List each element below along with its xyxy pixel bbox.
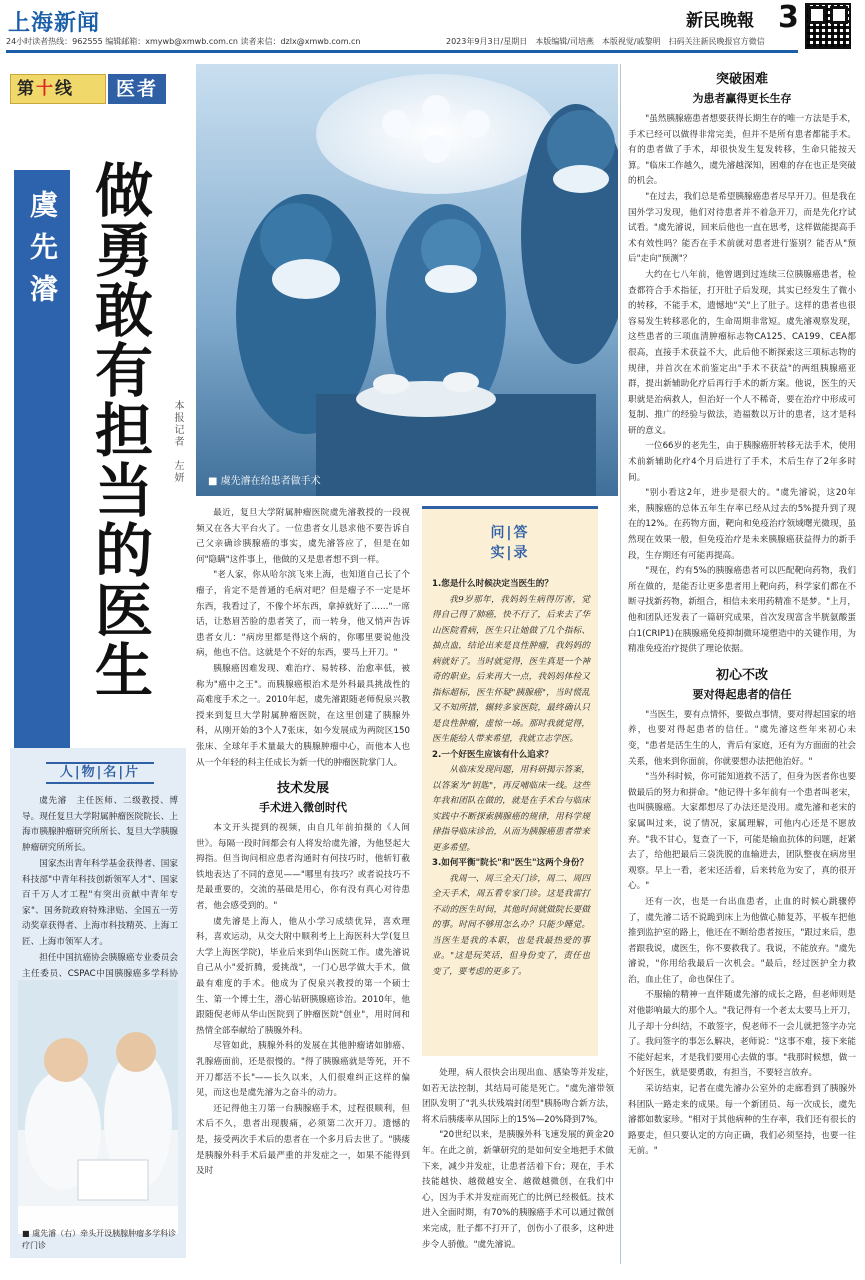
article-paragraph: 采访结束，记者在虞先濬办公室外的走廊看到了胰腺外科团队一路走来的成果。每一个新团员、每一次成长，虞先濬都如数家珍。"相对于其他病种的生存率，我们还有很长的路要走，但只要认定的方向正确，我们必须坚持，也要一往无前。" bbox=[628, 1084, 856, 1157]
profile-paragraph: 虞先濬 主任医师、二级教授、博导。现任复旦大学附属肿瘤医院院长、上海市胰腺肿瘤研究所所长、复旦大学胰腺肿瘤研究所所长。 bbox=[22, 796, 178, 853]
article-column-1 bbox=[196, 506, 410, 1180]
article-paragraph: 虞先濬是上海人，他从小学习成绩优异，喜欢理科，喜欢运动，从交大附中顺利考上上海医科大学(复旦大学上海医学院)，毕业后来到华山医院工作。虞先濬说自己从小"爱折腾，爱挑战"，一门心思学做大手术，做最有难度的手术。他成为了倪泉兴教授的第一个硕士生、第一个博士生，潜心钻研胰腺癌诊治。2010年，他跟随倪老师从华山医院到了肿瘤医院"创业"，用时间和热情全部奉献给了胰腺外科。 bbox=[196, 916, 410, 1036]
clinic-photo-caption: ■ 虞先濬（右）牵头开设胰腺肿瘤多学科诊疗门诊 bbox=[22, 1229, 177, 1250]
section-title: 上海新闻 bbox=[8, 11, 101, 36]
qa-title: 问|答 实|录 bbox=[490, 525, 530, 561]
photo-caption: ■ 虞先濬在给患者做手术 bbox=[208, 476, 321, 487]
masthead bbox=[0, 0, 865, 55]
qr-code-icon[interactable] bbox=[805, 3, 851, 49]
badge-char-1: 第 bbox=[17, 79, 36, 99]
surgery-photo bbox=[196, 64, 618, 496]
article-paragraph: "现在，约有5%的胰腺癌患者可以匹配靶向药物，我们所在做的，是能否让更多患者用上靶向药，科学家们都在不断寻找新药物，新组合，相信未来用药精准不是梦。"上月，他和团队还发表了一篇研究成果，首次发现富含半胱氨酸蛋白1(CRIP1)在胰腺癌免疫抑制微环境塑造中的关键作用，为精准免疫治疗提供了理论依据。 bbox=[628, 566, 856, 655]
qa-answer: 我周一、周三全天门诊，周二、周四全天手术，周五看专家门诊。这是我雷打不动的医生时间，其他时间就做院长要做的事。时间不够用怎么办？只能少睡觉。当医生是我的本职，也是我最热爱的事业。"这是玩笑话，但身份变了，责任也变了，要考虑的更多了。 bbox=[432, 873, 590, 977]
section-subtitle: 手术进入微创时代 bbox=[259, 801, 347, 815]
article-column-2 bbox=[422, 1066, 614, 1253]
section-heading bbox=[628, 666, 856, 704]
article-paragraph: "在过去，我们总是希望胰腺癌患者尽早开刀。但是我在国外学习发现，他们对待患者并不着急开刀，而是先化疗试试看。"虞先濬说，回来后他也一直在思考，这样做能提高手术有效性吗？能否在手术前就对患者进行鉴别？能否从"预后"走向"预测"？ bbox=[628, 191, 856, 265]
qa-question: 1.您是什么时候决定当医生的？ bbox=[432, 579, 553, 589]
qa-question: 3.如何平衡"院长"和"医生"这两个身份？ bbox=[432, 858, 589, 868]
contact-line: 24小时读者热线：962555 编辑邮箱：xmywb@xmwb.com.cn 读者来信：dzlx@xmwb.com.cn bbox=[6, 37, 361, 46]
section-subtitle: 为患者赢得更长生存 bbox=[692, 92, 792, 105]
article-paragraph: "当外科时候，你可能知道救不活了，但身为医者你也要做最后的努力和拼命。"他记得十多年前有一个患者叫老宋，也叫胰腺癌。大家都想尽了办法还是没用。虞先濬和老宋的家属叫过来，说了情况，家属理解，可他内心还是不愿放弃。"我不甘心，复查了一下，可能是输血抗体的问题，赶紧去了，给他把最后三袋洗脱的血输进去，团队整夜在病房里观察。早上一看，老宋还活着，后来转危为安了，真的很开心。" bbox=[628, 772, 856, 892]
section-title: 突破困难 bbox=[715, 72, 768, 87]
section-title: 初心不改 bbox=[715, 667, 768, 683]
article-paragraph: 还记得他主刀第一台胰腺癌手术，过程很顺利，但术后不久，患者出现腹痛，必须第二次开刀。遗憾的是，接受两次手术后的患者在一个多月后去世了。"胰瘘是胰腺外科手术后最严重的并发症之一，如果不能得到及时 bbox=[196, 1103, 410, 1177]
clinic-photo bbox=[18, 980, 178, 1234]
person-name-box bbox=[14, 170, 70, 760]
article-paragraph: 一位66岁的老先生，由于胰腺癌肝转移无法手术，使用术前新辅助化疗4个月后进行了手术，术后生存了2年多时间。 bbox=[628, 441, 856, 483]
article-paragraph: 胰腺癌因难发现、难治疗、易转移、治愈率低，被称为"癌中之王"。而胰腺癌根治术是外科最具挑战性的高难度手术之一。2010年起，虞先濬跟随老师倪泉兴教授来到复旦大学附属肿瘤医院，在这里创建了胰腺外科，从刚开始的3个人7张床，如今发展成为两院区150张床、全球年手术量最大的胰腺肿瘤中心，而他本人也从一个年轻的科主任成长为新一代的肿瘤医院掌门人。 bbox=[196, 663, 410, 768]
article-paragraph: 大约在七八年前，他曾遇到过连续三位胰腺癌患者，检查都符合手术指征，打开肚子后发现，其实已经发生了微小的转移，不能手术，遗憾地"关"上了肚子。这样的患者也很容易发生转移恶化的，生命周期非常短。虞先濬观察发现，这些患者的三项血清肿瘤标志物CA125、CA199、CEA都很高，直接手术获益不大，此后他不断探索这三项标志物的规律，并首次在术前鉴定出"手术不获益"的两组胰腺癌亚群，提出新辅助化疗后再行手术的新方案。他说，医生的天职就是治病救人，但治好一个人不稀奇，要在治疗中形成可复制、推广的经验与做法，造福数以万计的患者，这才是科研的意义。 bbox=[628, 269, 856, 436]
red-cross-icon: 十 bbox=[36, 79, 55, 99]
section-title: 技术发展 bbox=[276, 781, 329, 797]
article-paragraph: 处理，病人很快会出现出血、感染等并发症，如若无法控制，其结局可能是死亡。"虞先濬带领团队发明了"乳头状残端封闭型"胰肠吻合新方法，将术后胰瘘率从国际上的15%—20%降到7%。 bbox=[422, 1068, 614, 1125]
article-paragraph: "虽然胰腺癌患者想要获得长期生存的唯一方法是手术，手术已经可以做得非常完美，但并不是所有患者都能手术。有的患者做了手术，却很快发生复发转移，生命只能按天算。"临床工作越久，虞先濬越深知，困难的存在也正是突破的机会。 bbox=[628, 114, 856, 187]
article-paragraph: 还有一次，也是一台出血患者，止血的时候心跳骤停了，虞先濬二话不说跪到床上为他做心肺复苏，平板车把他推到监护室的路上，他还在不断给患者按压，"跟过来后，患者跟我说，虞医生，你不要救我了。我说，不能放弃。"虞先濬说，"你用给我最后一次机会。"最后，经过医护全力救治，血止住了，命也保住了。 bbox=[628, 896, 856, 985]
article-paragraph: 最近，复旦大学附属肿瘤医院虞先濬教授的一段视频又在各大平台火了。一位患者女儿恳求他不要告诉自己父亲确诊胰腺癌的事实，虞先濬答应了，但是在如何"隐瞒"这件事上，他做的又是患者想不到一样。 bbox=[196, 508, 410, 565]
article-paragraph: "别小看这2年，进步是很大的。"虞先濬说，这20年来，胰腺癌的总体五年生存率已经从过去的5%提升到了现在的12%。在药物方面，靶向和免疫治疗领域曙光微现，虽然现在效果一般，但免疫治疗是未来胰腺癌获益得力的新手段，生存期还有可能再提高。 bbox=[628, 488, 856, 561]
byline: 本报记者 左妍 bbox=[172, 400, 183, 484]
surgery-photo-illustration bbox=[196, 64, 618, 496]
article-paragraph: "20世纪以来，是胰腺外科飞速发展的黄金20年。在此之前，新肇研究的是如何安全地把手术做下来，减少并发症，让患者活着下台；现在，手术技能越快、越微越安全、越微越微创，在我们中心，因为手术并发症而死亡的比例已经极低。技术进入全面时期，有70%的胰腺癌手术可以通过微创来完成，肚子都不打开了，创伤小了很多，这种进步令人骄傲。"虞先濬说。 bbox=[422, 1130, 614, 1250]
qa-question: 2.一个好医生应该有什么追求？ bbox=[432, 749, 553, 760]
profile-paragraph: 担任中国抗癌协会胰腺癌专业委员会主任委员、CSPAC中国胰腺癌多学科协 bbox=[22, 953, 178, 979]
article-paragraph: 尽管如此，胰腺外科的发展在其他肿瘤诸如肺癌、乳腺癌面前，还是很慢的。"得了胰腺癌就是等死，开不开刀都活不长"——长久以来，人们很难纠正这样的偏见，而这也是虞先濬为之奋斗的动力。 bbox=[196, 1041, 410, 1099]
column-divider bbox=[620, 64, 621, 1264]
clinic-photo-illustration bbox=[18, 980, 178, 1234]
section-heading bbox=[196, 779, 410, 817]
date-line: 2023年9月3日/星期日 本版编辑/司培燕 本版视觉/戚黎明 扫码关注新民晚报官方微信 bbox=[446, 37, 765, 46]
page-number: 3 bbox=[778, 0, 799, 35]
badge-char-3: 线 bbox=[55, 79, 74, 99]
profile-paragraph: 国家杰出青年科学基金获得者、国家科技部"中青年科技创新领军人才"、国家百千万人才工程"有突出贡献中青年专家"、国务院政府特殊津贴、全国五一劳动奖章获得者、上海市科技精英、上海工匠、上海市领军人才。 bbox=[22, 859, 178, 947]
headline: 做勇敢有担当的医生 bbox=[85, 160, 153, 700]
column-badge bbox=[10, 74, 166, 104]
article-paragraph: 本文开头提到的视频，由自几年前拍摄的《人间世》。每隔一段时间都会有人将发给虞先濬，为他竖起大拇指。但当询问相应患者沟通时有何技巧时，他斩钉截铁地表达了不同的意见——"哪里有技巧？或者说技巧不是最重要的，交流的基础是用心，你有没有真心对待患者，他会感受到的。" bbox=[196, 823, 410, 912]
article-paragraph: "当医生，要有点情怀，要做点事情，要对得起国家的培养，也要对得起患者的信任。"虞先濬这些年来初心未变，"患者是活生生的人，背后有家庭，还有为方面面的社会关系，他来到你面前，你就要想办法把他治好。" bbox=[628, 709, 856, 767]
article-paragraph: 不服输的精神一直伴随虞先濬的成长之路，但老师则是对他影响最大的那个人。"我记得有一个老太太要马上开刀，儿子却十分纠结，不敢签字，倪老师不一会儿就把签字办完了。我问签字的事怎么解决，老师说："这事不难，接下来能不能好起来，才是我们要用心去做的事。"我那时候想，做一个好医生，就是要勇敢，有担当，不要轻言放弃。 bbox=[628, 990, 856, 1079]
masthead-rule bbox=[6, 50, 798, 53]
profile-heading: 人|物|名|片 bbox=[46, 762, 154, 784]
column-badge-left bbox=[10, 74, 106, 104]
article-paragraph: "老人家，你从哈尔滨飞来上海，也知道自己长了个瘤子，肯定不是普通的毛病对吧？但是瘤子不一定是坏东西，我看过了，不像个坏东西，拿掉就好了……"一席话，让愁眉苦脸的患者笑了，而一转身，他又悄声告诉患者女儿："病房里都是得这个病的，你哪里要说他没病，他也不信。这就是个不好的东西，要马上开刀。" bbox=[196, 570, 410, 659]
qa-box bbox=[422, 506, 598, 1056]
qa-answer: 我9岁那年，我妈妈生病得厉害，觉得自己得了肺癌，快不行了，后来去了华山医院看病，医生只让她做了几个指标、抽点血，结论出来是良性肿瘤，我妈妈的病就好了。当时就觉得，医生真是一个神奇的职业。后来再大一点，我妈妈体检又指标超标，医生怀疑"胰腺癌"，当时慌乱又不知所措，辗转多家医院，最终确认只是良性肿瘤，虚惊一场。那时我就觉得，医生能给人带来希望，我就立志学医。 bbox=[432, 594, 590, 744]
section-subtitle: 要对得起患者的信任 bbox=[692, 687, 792, 701]
person-name: 虞先濬 bbox=[26, 190, 59, 316]
section-heading bbox=[628, 70, 856, 108]
article-column-3 bbox=[628, 70, 856, 1160]
newspaper-logo: 新民晚報 bbox=[686, 11, 754, 31]
column-badge-right: 医者 bbox=[108, 74, 166, 104]
qa-answer: 从临床发现问题，用科研揭示答案，以答案为"钥匙"，再反哺临床一线。这些年我和团队在做的，就是在手术台与临床实践中不断探索胰腺癌的规律，用科学规律指导临床诊治，从而为胰腺癌患者带来更多希望。 bbox=[432, 765, 590, 853]
qa-text bbox=[432, 577, 590, 980]
